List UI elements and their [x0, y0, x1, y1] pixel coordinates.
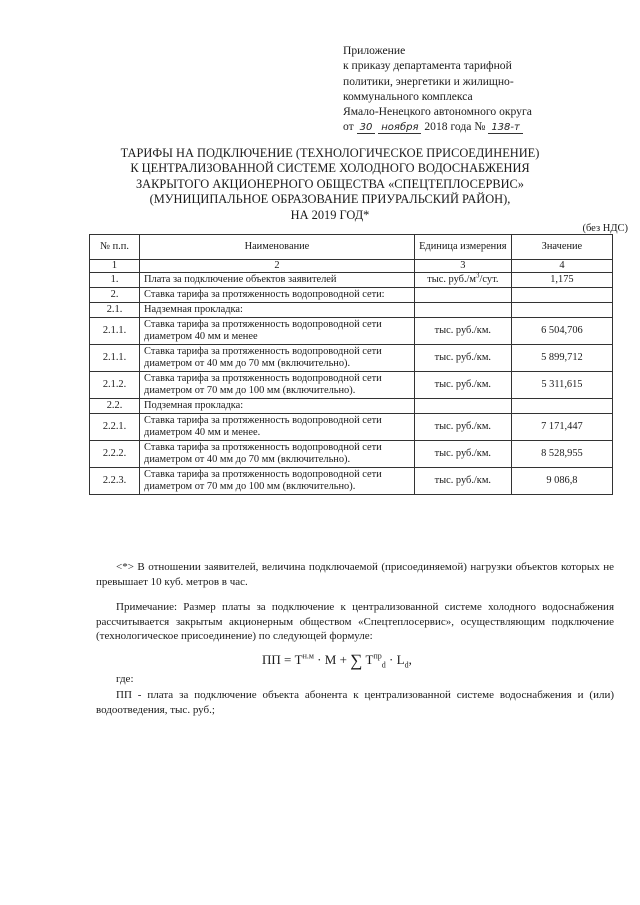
row-unit	[414, 414, 511, 441]
row-name: Ставка тарифа за протяженность водопроводной сети диаметром от 70 мм до 100 мм (включительно).	[140, 468, 415, 495]
header-name: Наименование	[140, 235, 415, 260]
row-number: 2.2.3.	[90, 468, 140, 495]
title-line: К ЦЕНТРАЛИЗОВАННОЙ СИСТЕМЕ ХОЛОДНОГО ВОДОСНАБЖЕНИЯ	[130, 161, 530, 176]
formula-m: М	[324, 652, 337, 667]
formula-l: L	[396, 652, 405, 667]
table-row	[90, 399, 613, 414]
formula-comma: ,	[408, 652, 412, 667]
tariff-table	[89, 234, 613, 495]
appendix-line: коммунального комплекса	[343, 89, 473, 103]
table-header-row	[90, 235, 613, 260]
row-unit	[414, 372, 511, 399]
table-row	[90, 414, 613, 441]
row-name: Плата за подключение объектов заявителей	[140, 273, 415, 288]
header-no: № п.п.	[90, 235, 140, 260]
column-number: 2	[140, 260, 415, 273]
where-label: где:	[116, 673, 134, 685]
row-value: 7 171,447	[511, 414, 612, 441]
formula-t1: Т	[294, 652, 303, 667]
title-line: ЗАКРЫТОГО АКЦИОНЕРНОГО ОБЩЕСТВА «СПЕЦТЕПЛОСЕРВИС»	[135, 176, 525, 191]
formula-t2: Т	[365, 652, 374, 667]
row-value	[511, 303, 612, 318]
date-prefix: от	[343, 120, 354, 134]
appendix-line: политики, энергетики и жилищно-	[343, 74, 514, 88]
row-value	[511, 288, 612, 303]
row-name: Ставка тарифа за протяженность водопроводной сети диаметром от 40 мм до 70 мм (включительно).	[140, 441, 415, 468]
formula-t2-sub: d	[381, 660, 386, 670]
row-number: 2.1.2.	[90, 372, 140, 399]
row-value: 5 311,615	[511, 372, 612, 399]
formula-lhs: ПП	[262, 652, 281, 667]
column-number: 4	[511, 260, 612, 273]
row-unit	[414, 318, 511, 345]
column-number-row	[90, 260, 613, 273]
appendix-line: Приложение	[343, 44, 406, 57]
formula-t1-sup: н.м	[302, 651, 314, 661]
appendix-line: к приказу департамента тарифной	[343, 59, 512, 73]
row-name: Ставка тарифа за протяженность водопроводной сети диаметром 40 мм и менее.	[140, 414, 415, 441]
table-row	[90, 273, 613, 288]
row-number: 2.2.2.	[90, 441, 140, 468]
row-unit-text: тыс. руб./км.	[434, 379, 492, 390]
formula-sum: ∑	[350, 651, 363, 670]
footnote: <*> В отношении заявителей, величина подключаемой (присоединяемой) нагрузки объектов которых не превышает 10 куб. метров в час.	[96, 561, 614, 588]
vat-note: (без НДС)	[582, 223, 628, 234]
header-unit: Единица измерения	[414, 235, 511, 260]
handwritten-day: 30	[357, 122, 376, 134]
row-unit	[414, 468, 511, 495]
title-line: НА 2019 ГОД*	[290, 207, 370, 222]
row-name: Подземная прокладка:	[140, 399, 415, 414]
row-number: 2.1.1.	[90, 318, 140, 345]
row-unit	[414, 303, 511, 318]
row-unit-sup: 3	[476, 271, 480, 280]
row-number: 1.	[90, 273, 140, 288]
table-row	[90, 318, 613, 345]
row-unit	[414, 273, 511, 288]
column-number: 1	[90, 260, 140, 273]
row-unit-tail: /сут.	[479, 274, 499, 285]
row-number: 2.	[90, 288, 140, 303]
formula-eq: =	[284, 652, 292, 667]
formula-dot: ·	[317, 652, 322, 667]
definition-paragraph: ПП - плата за подключение объекта абонента к централизованной системе водоснабжения и (или) водоотведения, тыс. руб.;	[96, 689, 614, 716]
row-unit-text: тыс. руб./м	[427, 274, 477, 285]
row-number: 2.1.	[90, 303, 140, 318]
row-value: 6 504,706	[511, 318, 612, 345]
handwritten-order-number: 138-т	[488, 122, 523, 134]
table-row	[90, 441, 613, 468]
row-name: Ставка тарифа за протяженность водопроводной сети диаметром от 70 мм до 100 мм (включительно).	[140, 372, 415, 399]
row-value: 5 899,712	[511, 345, 612, 372]
formula-plus: +	[339, 652, 347, 667]
row-name: Надземная прокладка:	[140, 303, 415, 318]
column-number: 3	[414, 260, 511, 273]
row-unit-text: тыс. руб./км.	[434, 448, 492, 459]
table-row	[90, 345, 613, 372]
row-value: 9 086,8	[511, 468, 612, 495]
row-value: 1,175	[511, 273, 612, 288]
date-year: 2018 года №	[424, 120, 486, 134]
row-unit	[414, 441, 511, 468]
title-line: ТАРИФЫ НА ПОДКЛЮЧЕНИЕ (ТЕХНОЛОГИЧЕСКОЕ ПРИСОЕДИНЕНИЕ)	[120, 146, 540, 160]
note-paragraph: Примечание: Размер платы за подключение к централизованной системе холодного водоснабжения рассчитывается закрытым акционерным обществом «Спецтеплосервис», осуществляющим подключение (технологическое присоединение) по следующей формуле:	[96, 601, 614, 642]
row-name: Ставка тарифа за протяженность водопроводной сети диаметром 40 мм и менее	[140, 318, 415, 345]
document-title	[60, 146, 600, 223]
row-name: Ставка тарифа за протяженность водопроводной сети:	[140, 288, 415, 303]
title-line: (МУНИЦИПАЛЬНОЕ ОБРАЗОВАНИЕ ПРИУРАЛЬСКИЙ РАЙОН),	[149, 192, 511, 207]
table-row	[90, 288, 613, 303]
row-value	[511, 399, 612, 414]
row-number: 2.2.	[90, 399, 140, 414]
table-row	[90, 372, 613, 399]
row-number: 2.1.1.	[90, 345, 140, 372]
appendix-date-line	[343, 119, 613, 135]
row-unit	[414, 288, 511, 303]
appendix-line: Ямало-Ненецкого автономного округа	[343, 105, 532, 119]
formula-dot: ·	[389, 652, 394, 667]
row-unit	[414, 345, 511, 372]
formula-t2-sup: пр	[373, 651, 382, 661]
row-unit	[414, 399, 511, 414]
row-name: Ставка тарифа за протяженность водопроводной сети диаметром от 40 мм до 70 мм (включительно).	[140, 345, 415, 372]
row-unit-text: тыс. руб./км.	[434, 421, 492, 432]
formula-l-sub: d	[404, 660, 409, 670]
row-unit-text: тыс. руб./км.	[434, 325, 492, 336]
handwritten-month: ноября	[378, 122, 421, 134]
fee-formula	[262, 651, 412, 671]
table-row	[90, 468, 613, 495]
row-unit-text: тыс. руб./км.	[434, 475, 492, 486]
appendix-header	[343, 43, 613, 136]
table-row	[90, 303, 613, 318]
row-number: 2.2.1.	[90, 414, 140, 441]
header-value: Значение	[511, 235, 612, 260]
row-unit-text: тыс. руб./км.	[434, 352, 492, 363]
row-value: 8 528,955	[511, 441, 612, 468]
table-body	[90, 273, 613, 495]
